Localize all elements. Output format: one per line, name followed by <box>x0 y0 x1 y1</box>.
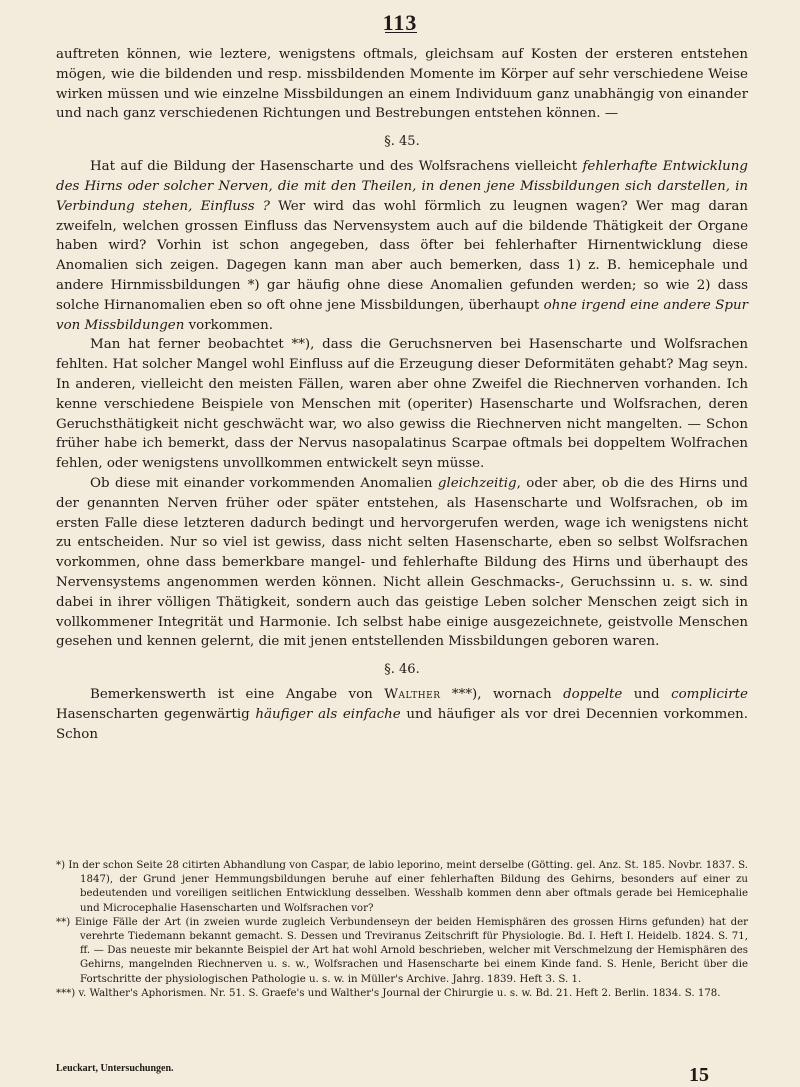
body-text <box>56 45 748 745</box>
signature-mark: 15 <box>689 1064 709 1086</box>
paragraph-olfactory-nerves: Man hat ferner beobachtet **), dass die Geruchsnerven bei Hasenscharte und Wolfsrachen fehlten. Hat solcher Mangel wohl Einfluss auf die Erzeugung dieser Deformitäten gehabt? Mag seyn. In anderen, vielleicht den meisten Fällen, waren aber ohne Zweifel die Riechnerven vorhanden. Ich kenne verschiedene Beispiele von Menschen mit (operiter) Hasenscharte und Wolfsrachen, deren Geruchsthätigkeit nicht geschwächt war, wo also gewiss die Riechnerven nicht mangelten. — Schon früher habe ich bemerkt, dass der Nervus nasopalatinus Scarpae oftmals bei doppeltem Wolfrachen fehlen, oder wenigstens unvollkommen entwickelt seyn müsse. <box>56 337 748 472</box>
emphasis-text: complicirte <box>671 687 748 703</box>
emphasis-text: doppelte <box>563 687 623 703</box>
paragraph-simultaneity: Ob diese mit einander vorkommenden Anomalien gleichzeitig, oder aber, ob die des Hirns und der genannten Nerven früher oder später entstehen, als Hasenscharte und Wolfsrachen, ob im ersten Falle diese letzteren dadurch bedingt und hervorgerufen werden, wage ich wenigstens nicht zu entscheiden. Nur so viel ist gewiss, dass nicht selten Hasenscharte, eben so selbst Wolfsrachen vorkommen, ohne dass bemerkbare mangel- und fehlerhafte Bildung des Hirns und überhaupt des Nervensystems angenommen werden können. Nicht allein Geschmacks-, Geruchssinn u. s. w. sind dabei in ihrer völligen Thätigkeit, sondern auch das geistige Leben solcher Menschen zeigt sich in vollkommener Integrität und Harmonie. Ich selbst habe einige ausgezeichnete, geistvolle Menschen gesehen und kennen gelernt, die mit jenen entstellenden Missbildungen geboren waren. <box>56 475 749 650</box>
paragraph-continuation: auftreten können, wie leztere, wenigstens oftmals, gleichsam auf Kosten der ersteren entstehen mögen, wie die bildenden und resp. missbildenden Momente im Körper auf sehr verschiedene Weise wirken müssen und wie einzelne Missbildungen an einem Individuum ganz unabhängig von einander und nach ganz verschiedenen Richtungen und Bestrebungen entstehen können. — <box>56 47 748 122</box>
emphasis-text: gleichzeitig <box>437 475 517 491</box>
footnote-1: *) In der schon Seite 28 citirten Abhandlung von Caspar, de labio leporino, meint derselbe (Götting. gel. Anz. St. 185. Novbr. 1837. S. 1847), der Grund jener Hemmungsbildungen beruhe auf einer fehlerhaften Bildung des Gehirns, besonders auf einer zu bedeutenden und voreiligen seitlichen Entwicklung desselben. Wesshalb kommen denn aber oftmals gerade bei Hemicephalie und Microcephalie Hasenscharten und Wolfsrachen vor? <box>56 860 748 914</box>
footnotes <box>56 859 748 1001</box>
author-name: Walther <box>384 687 441 703</box>
emphasis-text: fehlerhafte Entwicklung des Hirns oder solcher Nerven, die mit den Theilen, in denen jene Missbildungen sich darstellen, in Verbindung stehen, Einfluss ? <box>56 159 748 214</box>
paragraph-walther: Bemerkenswerth ist eine Angabe von Walther ***), wornach doppelte und complicirte Hasenscharten gegenwärtig häufiger als einfache und häufiger als vor drei Decennien vorkommen. Schon <box>56 687 749 742</box>
section-heading-46: §. 46. <box>384 662 420 678</box>
footer-author-title: Leuckart, Untersuchungen. <box>56 1063 174 1074</box>
paragraph-nerve-influence: Hat auf die Bildung der Hasenscharte und des Wolfsrachens vielleicht fehlerhafte Entwicklung des Hirns oder solcher Nerven, die mit den Theilen, in denen jene Missbildungen sich darstellen, in Verbindung stehen, Einfluss ? Wer wird das wohl förmlich zu leugnen wagen? Wer mag daran zweifeln, welchen grossen Einfluss das Nervensystem auch auf die bildende Thätigkeit der Organe haben wird? Vorhin ist schon angegeben, dass öfter bei fehlerhafter Hirnentwicklung diese Anomalien sich zeigen. Dagegen kann man aber auch bemerken, dass 1) z. B. hemicephale und andere Hirnmissbildungen *) gar häufig ohne diese Anomalien gefunden werden; so wie 2) dass solche Hirnanomalien eben so oft ohne jene Missbildungen, überhaupt ohne irgend eine andere Spur von Missbildungen vorkommen. <box>56 159 748 333</box>
emphasis-text: ohne irgend eine andere Spur von Missbildungen <box>56 297 748 333</box>
section-heading-45: §. 45. <box>384 134 420 150</box>
footnote-3: ***) v. Walther's Aphorismen. Nr. 51. S. Graefe's und Walther's Journal der Chirurgie u. s. w. Bd. 21. Heft 2. Berlin. 1834. S. 178. <box>56 987 721 999</box>
emphasis-text: häufiger als einfache <box>255 706 401 722</box>
footnote-2: **) Einige Fälle der Art (in zweien wurde zugleich Verbundenseyn der beiden Hemisphären des grossen Hirns gefunden) hat der verehrte Tiedemann bekannt gemacht. S. Dessen und Treviranus Zeitschrift für Physiologie. Bd. I. Heft I. Heidelb. 1824. S. 71, ff. — Das neueste mir bekannte Beispiel der Art hat wohl Arnold beschrieben, welcher mit Verschmelzung der Hemisphären des Gehirns, mangelnden Riechnerven u. s. w., Wolfsrachen und Hasenscharte bei einem Kinde fand. S. Henle, Bericht über die Fortschritte der physiologischen Pathologie u. s. w. in Müller's Archive. Jahrg. 1839. Heft 3. S. 1. <box>56 916 748 985</box>
page-number-rule <box>385 32 417 33</box>
page-number: 113 <box>382 10 418 35</box>
